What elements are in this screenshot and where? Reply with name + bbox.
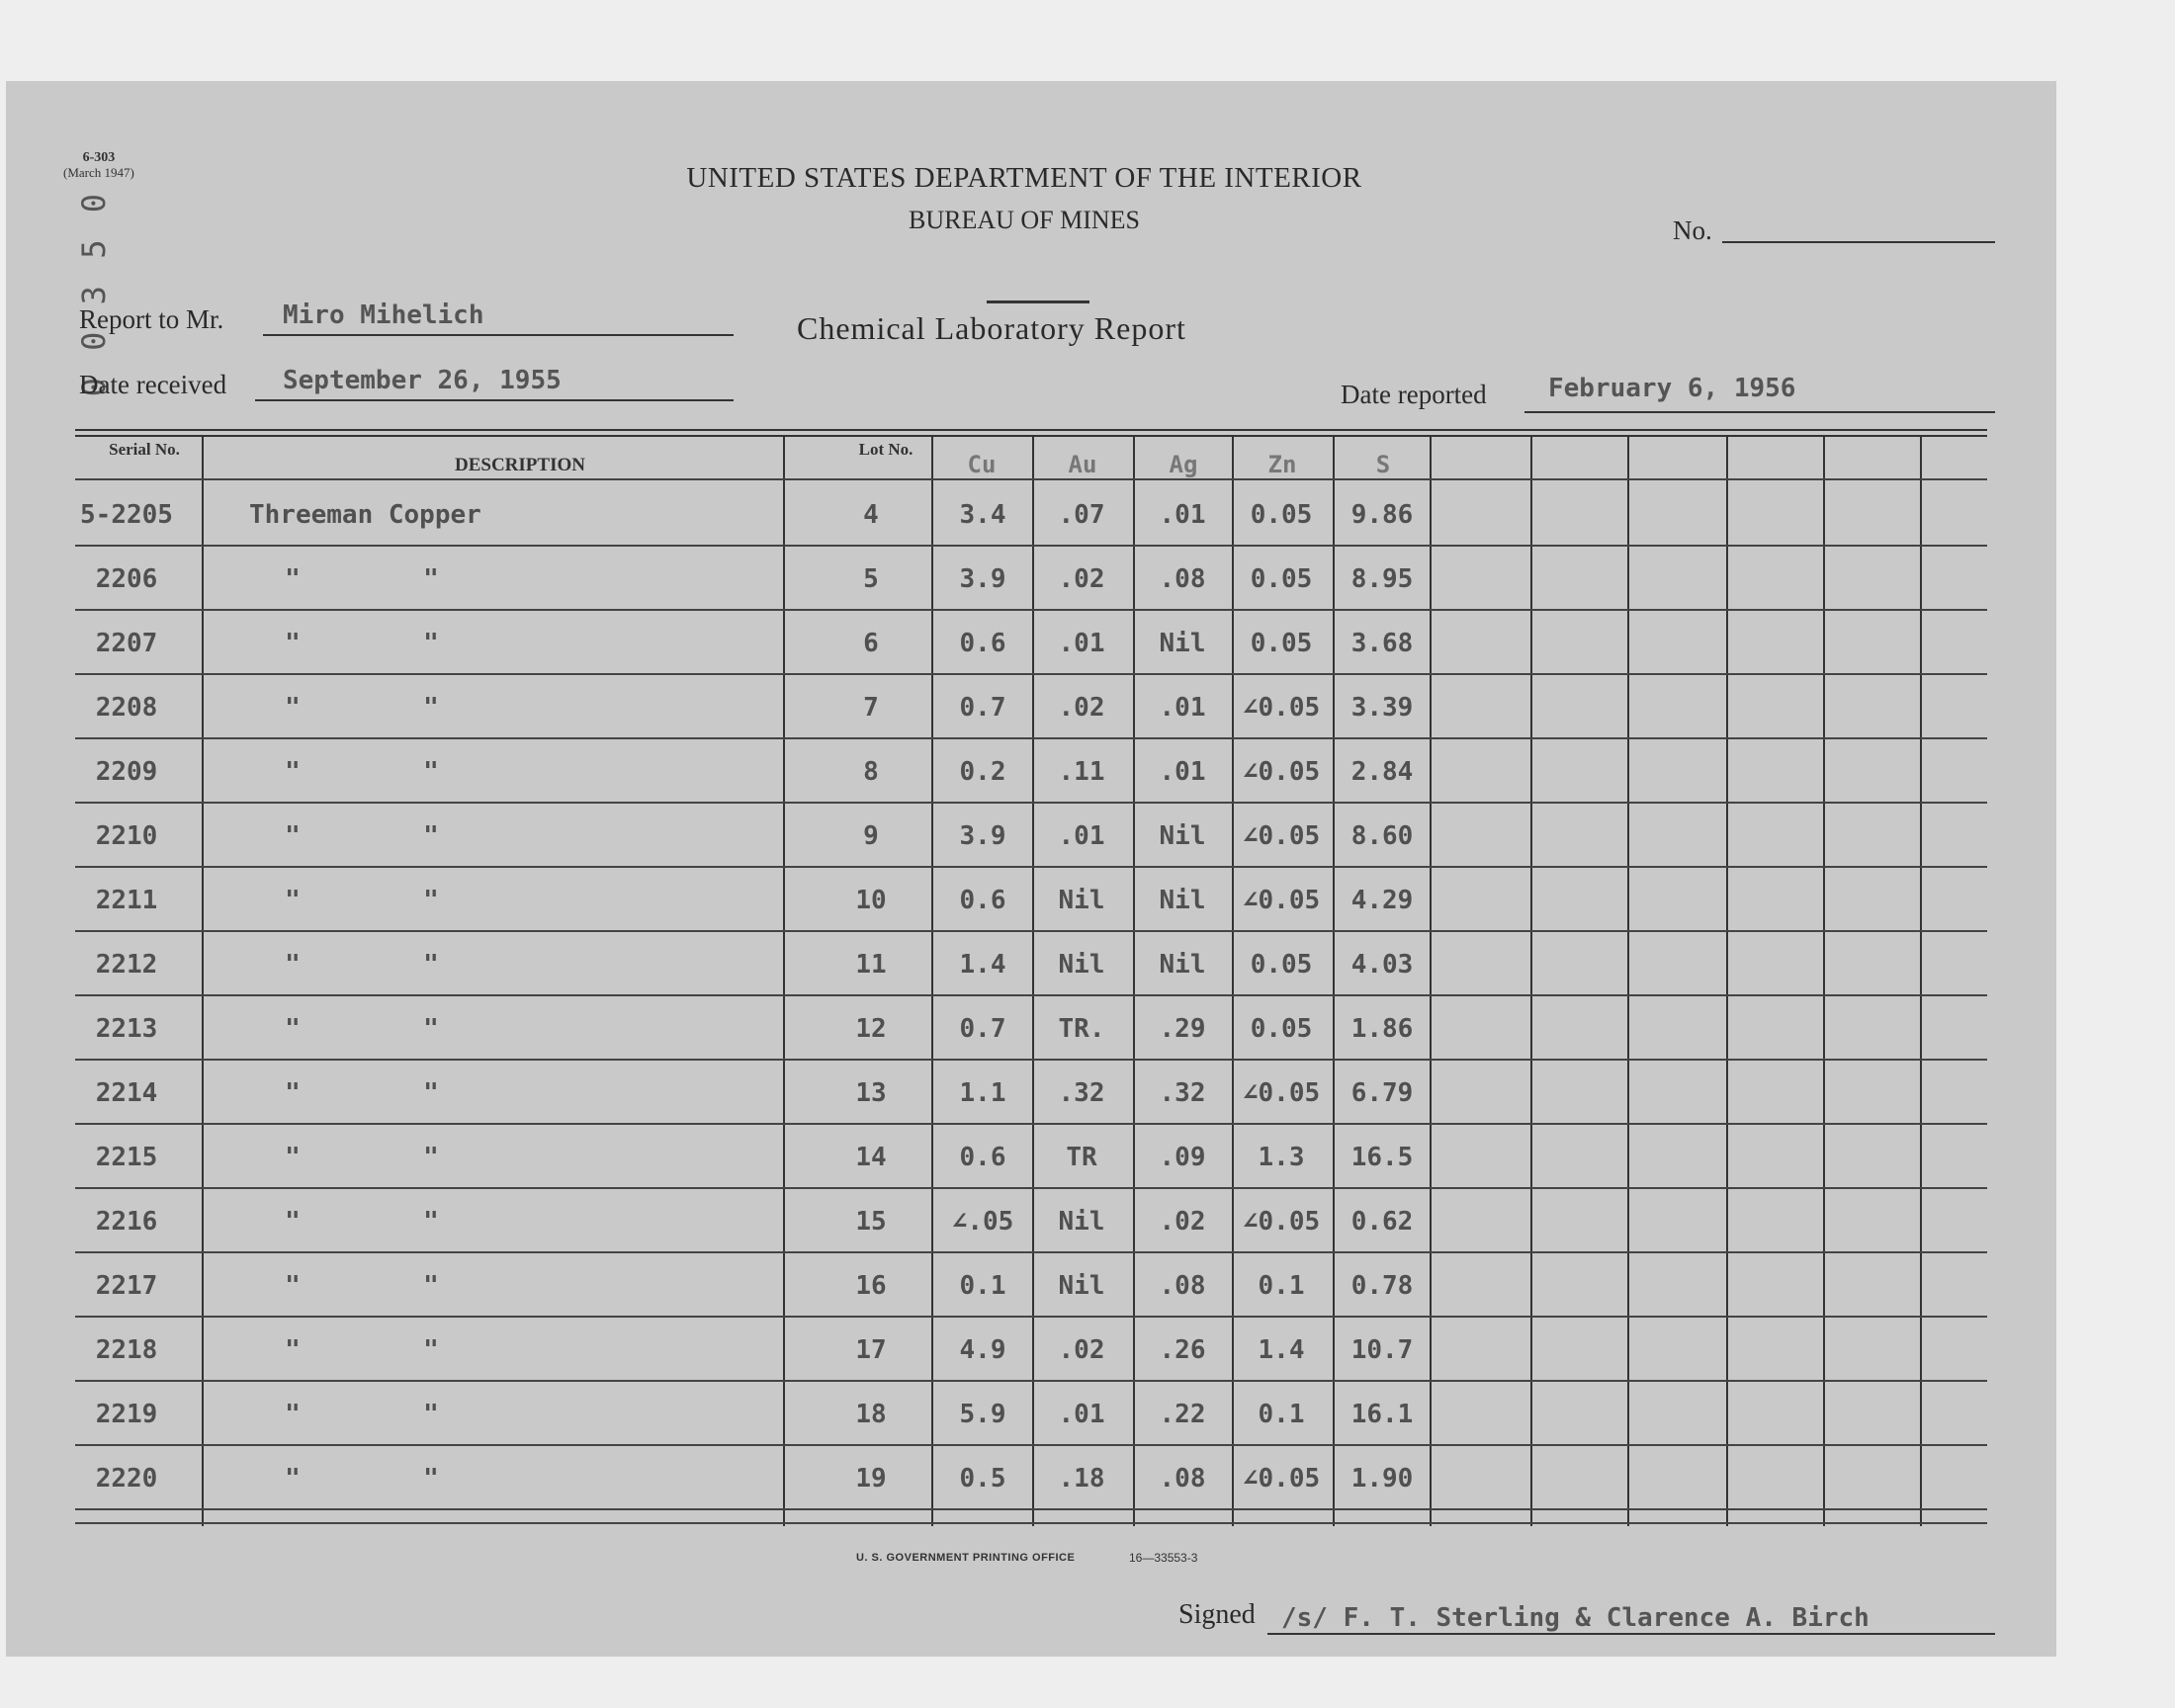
ag-value-cell: Nil bbox=[1159, 950, 1206, 980]
column-divider bbox=[931, 437, 933, 1526]
description-cell: " bbox=[285, 1078, 301, 1108]
element-header-ag: Ag bbox=[1169, 451, 1198, 478]
lot-no-cell: 12 bbox=[855, 1014, 887, 1044]
lot-no-header: Lot No. bbox=[858, 440, 914, 459]
table-row-rule bbox=[75, 866, 1987, 868]
report-to-value: Miro Mihelich bbox=[283, 300, 484, 330]
lot-no-cell: 8 bbox=[863, 757, 879, 787]
table-row-rule bbox=[75, 1508, 1987, 1510]
ag-value-cell: .02 bbox=[1159, 1207, 1206, 1237]
table-row-rule bbox=[75, 545, 1987, 547]
zn-value-cell: 0.1 bbox=[1258, 1271, 1305, 1301]
column-divider bbox=[1430, 437, 1432, 1526]
description-cell: " bbox=[285, 1143, 301, 1172]
no-field-line bbox=[1722, 241, 1995, 243]
element-header-cu: Cu bbox=[967, 451, 997, 478]
serial-no-cell: 2216 bbox=[95, 1207, 158, 1237]
table-row-rule bbox=[75, 1380, 1987, 1382]
s-value-cell: 0.62 bbox=[1350, 1207, 1414, 1237]
description-cell: " bbox=[423, 1078, 439, 1108]
au-value-cell: .07 bbox=[1058, 500, 1105, 530]
au-value-cell: Nil bbox=[1058, 950, 1105, 980]
signature-line bbox=[1267, 1633, 1995, 1635]
ag-value-cell: .08 bbox=[1159, 1464, 1206, 1494]
form-revision: (March 1947) bbox=[63, 165, 134, 180]
serial-no-header: Serial No. bbox=[109, 440, 180, 459]
description-cell: " bbox=[285, 950, 301, 980]
printing-office-imprint: U. S. GOVERNMENT PRINTING OFFICE bbox=[856, 1552, 1076, 1564]
description-cell: " bbox=[423, 629, 439, 658]
au-value-cell: .11 bbox=[1058, 757, 1105, 787]
date-received-value: September 26, 1955 bbox=[283, 366, 562, 395]
column-divider bbox=[1920, 437, 1922, 1526]
cu-value-cell: 3.4 bbox=[959, 500, 1006, 530]
cu-value-cell: 3.9 bbox=[959, 821, 1006, 851]
table-row-rule bbox=[75, 930, 1987, 932]
s-value-cell: 6.79 bbox=[1350, 1078, 1414, 1108]
description-cell: " bbox=[423, 1464, 439, 1494]
description-cell: " bbox=[423, 1271, 439, 1301]
zn-value-cell: ∠0.05 bbox=[1242, 693, 1321, 723]
element-header-au: Au bbox=[1068, 451, 1097, 478]
s-value-cell: 4.29 bbox=[1350, 886, 1414, 915]
s-value-cell: 1.86 bbox=[1350, 1014, 1414, 1044]
description-cell: " bbox=[423, 1143, 439, 1172]
description-cell: " bbox=[285, 1335, 301, 1365]
description-cell: " bbox=[423, 757, 439, 787]
zn-value-cell: 1.4 bbox=[1258, 1335, 1305, 1365]
ag-value-cell: .09 bbox=[1159, 1143, 1206, 1172]
s-value-cell: 3.68 bbox=[1350, 629, 1414, 658]
table-top-rule bbox=[75, 429, 1987, 431]
lot-no-cell: 5 bbox=[863, 564, 879, 594]
signed-label: Signed bbox=[1178, 1599, 1256, 1630]
cu-value-cell: 1.1 bbox=[959, 1078, 1006, 1108]
table-top-rule-2 bbox=[75, 435, 1987, 437]
cu-value-cell: 0.6 bbox=[959, 886, 1006, 915]
lot-no-cell: 7 bbox=[863, 693, 879, 723]
au-value-cell: .18 bbox=[1058, 1464, 1105, 1494]
ag-value-cell: .26 bbox=[1159, 1335, 1206, 1365]
header-divider bbox=[987, 300, 1089, 303]
zn-value-cell: ∠0.05 bbox=[1242, 1078, 1321, 1108]
lot-no-cell: 11 bbox=[855, 950, 887, 980]
ag-value-cell: .08 bbox=[1159, 564, 1206, 594]
serial-no-cell: 2214 bbox=[95, 1078, 158, 1108]
table-row-rule bbox=[75, 1059, 1987, 1061]
lot-no-cell: 18 bbox=[855, 1400, 887, 1429]
results-table bbox=[75, 429, 1987, 1536]
serial-no-cell: 2219 bbox=[95, 1400, 158, 1429]
lot-no-cell: 15 bbox=[855, 1207, 887, 1237]
column-divider bbox=[1726, 437, 1728, 1526]
au-value-cell: Nil bbox=[1058, 886, 1105, 915]
au-value-cell: .02 bbox=[1058, 1335, 1105, 1365]
serial-no-cell: 2208 bbox=[95, 693, 158, 723]
zn-value-cell: 0.05 bbox=[1250, 629, 1313, 658]
report-to-label: Report to Mr. bbox=[79, 304, 224, 334]
table-row-rule bbox=[75, 1123, 1987, 1125]
cu-value-cell: 0.1 bbox=[959, 1271, 1006, 1301]
agency-title: UNITED STATES DEPARTMENT OF THE INTERIOR bbox=[686, 162, 1362, 194]
s-value-cell: 2.84 bbox=[1350, 757, 1414, 787]
serial-no-cell: 2211 bbox=[95, 886, 158, 915]
s-value-cell: 3.39 bbox=[1350, 693, 1414, 723]
date-received-label: Date received bbox=[79, 370, 227, 399]
serial-no-cell: 2210 bbox=[95, 821, 158, 851]
au-value-cell: .32 bbox=[1058, 1078, 1105, 1108]
cu-value-cell: 0.2 bbox=[959, 757, 1006, 787]
s-value-cell: 16.5 bbox=[1350, 1143, 1414, 1172]
cu-value-cell: 4.9 bbox=[959, 1335, 1006, 1365]
s-value-cell: 9.86 bbox=[1350, 500, 1414, 530]
serial-no-cell: 2206 bbox=[95, 564, 158, 594]
description-cell: " bbox=[423, 1014, 439, 1044]
zn-value-cell: 0.05 bbox=[1250, 950, 1313, 980]
serial-no-cell: 2217 bbox=[95, 1271, 158, 1301]
signature-value: /s/ F. T. Sterling & Clarence A. Birch bbox=[1281, 1603, 1870, 1633]
serial-no-cell: 2209 bbox=[95, 757, 158, 787]
serial-no-cell: 2218 bbox=[95, 1335, 158, 1365]
s-value-cell: 10.7 bbox=[1350, 1335, 1414, 1365]
zn-value-cell: 0.1 bbox=[1258, 1400, 1305, 1429]
description-cell: " bbox=[423, 1335, 439, 1365]
lot-no-cell: 19 bbox=[855, 1464, 887, 1494]
description-cell: " bbox=[423, 693, 439, 723]
cu-value-cell: 0.7 bbox=[959, 693, 1006, 723]
ag-value-cell: Nil bbox=[1159, 629, 1206, 658]
au-value-cell: .01 bbox=[1058, 629, 1105, 658]
zn-value-cell: 0.05 bbox=[1250, 1014, 1313, 1044]
description-cell: " bbox=[285, 1464, 301, 1494]
date-received-line bbox=[255, 399, 734, 401]
cu-value-cell: 5.9 bbox=[959, 1400, 1006, 1429]
description-cell: Threeman Copper bbox=[249, 500, 481, 530]
description-cell: " bbox=[285, 629, 301, 658]
ag-value-cell: Nil bbox=[1159, 886, 1206, 915]
no-label: No. bbox=[1673, 215, 1712, 245]
cu-value-cell: 3.9 bbox=[959, 564, 1006, 594]
description-cell: " bbox=[285, 693, 301, 723]
serial-no-cell: 2212 bbox=[95, 950, 158, 980]
ag-value-cell: .29 bbox=[1159, 1014, 1206, 1044]
lot-no-cell: 6 bbox=[863, 629, 879, 658]
zn-value-cell: ∠0.05 bbox=[1242, 1464, 1321, 1494]
description-cell: " bbox=[423, 821, 439, 851]
report-title: Chemical Laboratory Report bbox=[797, 310, 1186, 346]
column-divider bbox=[1530, 437, 1532, 1526]
description-cell: " bbox=[423, 1400, 439, 1429]
table-row-rule bbox=[75, 737, 1987, 739]
cu-value-cell: 1.4 bbox=[959, 950, 1006, 980]
element-header-zn: Zn bbox=[1267, 451, 1297, 478]
zn-value-cell: 1.3 bbox=[1258, 1143, 1305, 1172]
zn-value-cell: 0.05 bbox=[1250, 564, 1313, 594]
serial-no-cell: 5-2205 bbox=[80, 500, 173, 530]
s-value-cell: 8.60 bbox=[1350, 821, 1414, 851]
s-value-cell: 1.90 bbox=[1350, 1464, 1414, 1494]
column-divider bbox=[1627, 437, 1629, 1526]
lot-no-cell: 13 bbox=[855, 1078, 887, 1108]
au-value-cell: Nil bbox=[1058, 1271, 1105, 1301]
description-cell: " bbox=[285, 564, 301, 594]
zn-value-cell: ∠0.05 bbox=[1242, 757, 1321, 787]
ag-value-cell: .01 bbox=[1159, 693, 1206, 723]
printing-office-number: 16—33553-3 bbox=[1129, 1551, 1198, 1565]
zn-value-cell: ∠0.05 bbox=[1242, 886, 1321, 915]
cu-value-cell: ∠.05 bbox=[951, 1207, 1014, 1237]
column-divider bbox=[783, 437, 785, 1526]
table-row-rule bbox=[75, 1444, 1987, 1446]
form-number: 6-303 bbox=[82, 150, 116, 165]
cu-value-cell: 0.5 bbox=[959, 1464, 1006, 1494]
header-row-rule bbox=[75, 478, 1987, 480]
description-cell: " bbox=[423, 564, 439, 594]
document-stamp-number: 0 0 3 5 0 bbox=[75, 190, 113, 397]
lot-no-cell: 10 bbox=[855, 886, 887, 915]
ag-value-cell: .08 bbox=[1159, 1271, 1206, 1301]
au-value-cell: TR. bbox=[1058, 1014, 1105, 1044]
serial-no-cell: 2213 bbox=[95, 1014, 158, 1044]
s-value-cell: 0.78 bbox=[1350, 1271, 1414, 1301]
column-divider bbox=[1823, 437, 1825, 1526]
ag-value-cell: .32 bbox=[1159, 1078, 1206, 1108]
table-row-rule bbox=[75, 1187, 1987, 1189]
au-value-cell: Nil bbox=[1058, 1207, 1105, 1237]
table-row-rule bbox=[75, 1316, 1987, 1318]
cu-value-cell: 0.6 bbox=[959, 629, 1006, 658]
s-value-cell: 4.03 bbox=[1350, 950, 1414, 980]
serial-no-cell: 2215 bbox=[95, 1143, 158, 1172]
lot-no-cell: 16 bbox=[855, 1271, 887, 1301]
cu-value-cell: 0.7 bbox=[959, 1014, 1006, 1044]
serial-no-cell: 2207 bbox=[95, 629, 158, 658]
form-identifier bbox=[63, 150, 134, 180]
table-row-rule bbox=[75, 673, 1987, 675]
column-divider bbox=[202, 437, 204, 1526]
description-cell: " bbox=[285, 821, 301, 851]
table-row-rule bbox=[75, 994, 1987, 996]
table-row-rule bbox=[75, 802, 1987, 804]
au-value-cell: .01 bbox=[1058, 821, 1105, 851]
s-value-cell: 16.1 bbox=[1350, 1400, 1414, 1429]
description-cell: " bbox=[285, 1400, 301, 1429]
description-cell: " bbox=[423, 886, 439, 915]
ag-value-cell: .01 bbox=[1159, 500, 1206, 530]
lot-no-cell: 14 bbox=[855, 1143, 887, 1172]
description-cell: " bbox=[423, 950, 439, 980]
ag-value-cell: Nil bbox=[1159, 821, 1206, 851]
serial-no-cell: 2220 bbox=[95, 1464, 158, 1494]
zn-value-cell: ∠0.05 bbox=[1242, 1207, 1321, 1237]
lot-no-cell: 4 bbox=[863, 500, 879, 530]
ag-value-cell: .22 bbox=[1159, 1400, 1206, 1429]
lot-no-cell: 9 bbox=[863, 821, 879, 851]
zn-value-cell: 0.05 bbox=[1250, 500, 1313, 530]
description-cell: " bbox=[285, 1271, 301, 1301]
cu-value-cell: 0.6 bbox=[959, 1143, 1006, 1172]
description-cell: " bbox=[285, 1207, 301, 1237]
zn-value-cell: ∠0.05 bbox=[1242, 821, 1321, 851]
element-header-s: S bbox=[1375, 451, 1391, 478]
au-value-cell: .02 bbox=[1058, 564, 1105, 594]
description-cell: " bbox=[285, 1014, 301, 1044]
ag-value-cell: .01 bbox=[1159, 757, 1206, 787]
table-row-rule bbox=[75, 1251, 1987, 1253]
description-header: DESCRIPTION bbox=[455, 455, 585, 475]
table-bottom-rule bbox=[75, 1522, 1987, 1524]
date-reported-label: Date reported bbox=[1341, 380, 1487, 409]
table-row-rule bbox=[75, 609, 1987, 611]
au-value-cell: TR bbox=[1066, 1143, 1097, 1172]
au-value-cell: .02 bbox=[1058, 693, 1105, 723]
report-to-line bbox=[263, 334, 734, 336]
description-cell: " bbox=[285, 757, 301, 787]
date-reported-value: February 6, 1956 bbox=[1548, 374, 1796, 403]
s-value-cell: 8.95 bbox=[1350, 564, 1414, 594]
date-reported-line bbox=[1524, 411, 1995, 413]
lot-no-cell: 17 bbox=[855, 1335, 887, 1365]
description-cell: " bbox=[423, 1207, 439, 1237]
au-value-cell: .01 bbox=[1058, 1400, 1105, 1429]
description-cell: " bbox=[285, 886, 301, 915]
report-sheet bbox=[6, 81, 2056, 1657]
bureau-title: BUREAU OF MINES bbox=[908, 206, 1141, 234]
